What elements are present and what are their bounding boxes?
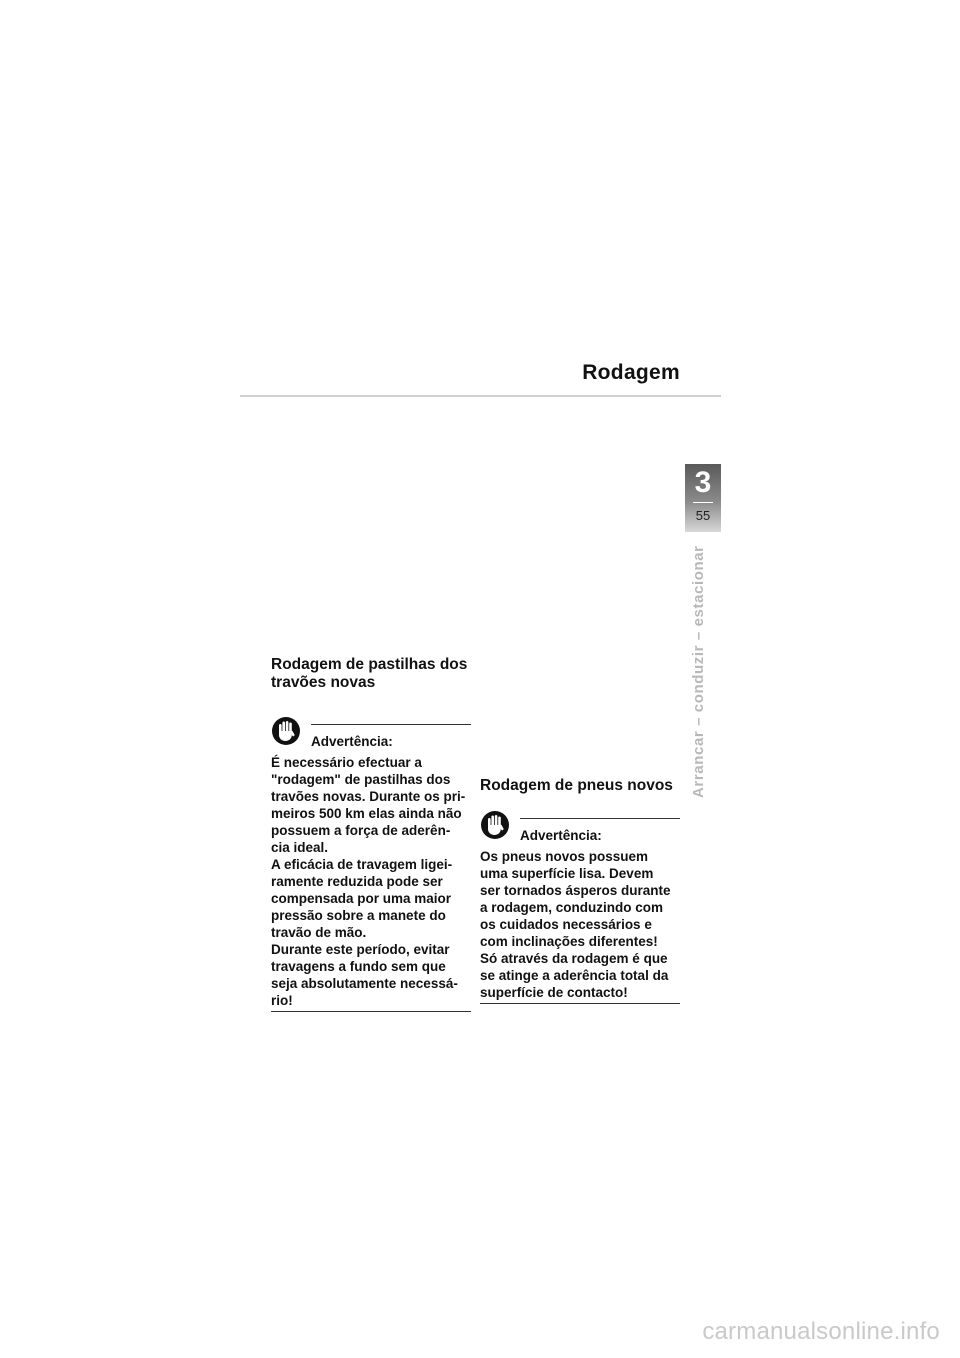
warning-text: É necessário efectuar a "rodagem" de pastilhas dos travões novas. Durante os pri- meiros 500 km elas ainda não possuem a força de aderên- cia ideal. A eficácia de travagem ligei- ramente reduzida pode ser compensada por uma maior pressão sobre a manete do travão de mão. Durante este período, evitar travagens a fundo sem que seja absolutamente necessá- rio! <box>271 755 466 1008</box>
section-heading-brake-pads: Rodagem de pastilhas dos travões novas <box>271 656 468 691</box>
section-end-rule <box>271 1011 471 1012</box>
warning-rule <box>520 818 680 819</box>
warning-text: Os pneus novos possuem uma superfície lisa. Devem ser tornados ásperos durante a rodagem, conduzindo com os cuidados necessários e com inclinações diferentes! Só através da rodagem é que se atinge a aderência total da superfície de contacto! <box>480 849 671 1000</box>
warning-rule <box>311 724 471 725</box>
warning-header <box>480 818 680 848</box>
warning-header <box>271 724 471 754</box>
title-divider <box>240 395 721 397</box>
chapter-number: 3 <box>694 466 712 499</box>
page-title: Rodagem <box>582 361 680 384</box>
warning-label: Advertência: <box>520 828 602 843</box>
section-heading-tyres: Rodagem de pneus novos <box>480 777 673 794</box>
warning-label: Advertência: <box>311 734 393 749</box>
chapter-side-label: Arrancar – conduzir – estacionar <box>690 545 707 798</box>
chapter-number-underline <box>693 502 713 503</box>
stop-hand-icon <box>271 716 301 746</box>
brake-pads-section <box>271 656 471 1012</box>
stop-hand-icon <box>480 810 510 840</box>
section-end-rule <box>480 1003 680 1004</box>
tyres-section <box>480 777 680 1004</box>
page-number: 55 <box>695 508 711 523</box>
watermark-text: carmanualsonline.info <box>702 1318 940 1345</box>
